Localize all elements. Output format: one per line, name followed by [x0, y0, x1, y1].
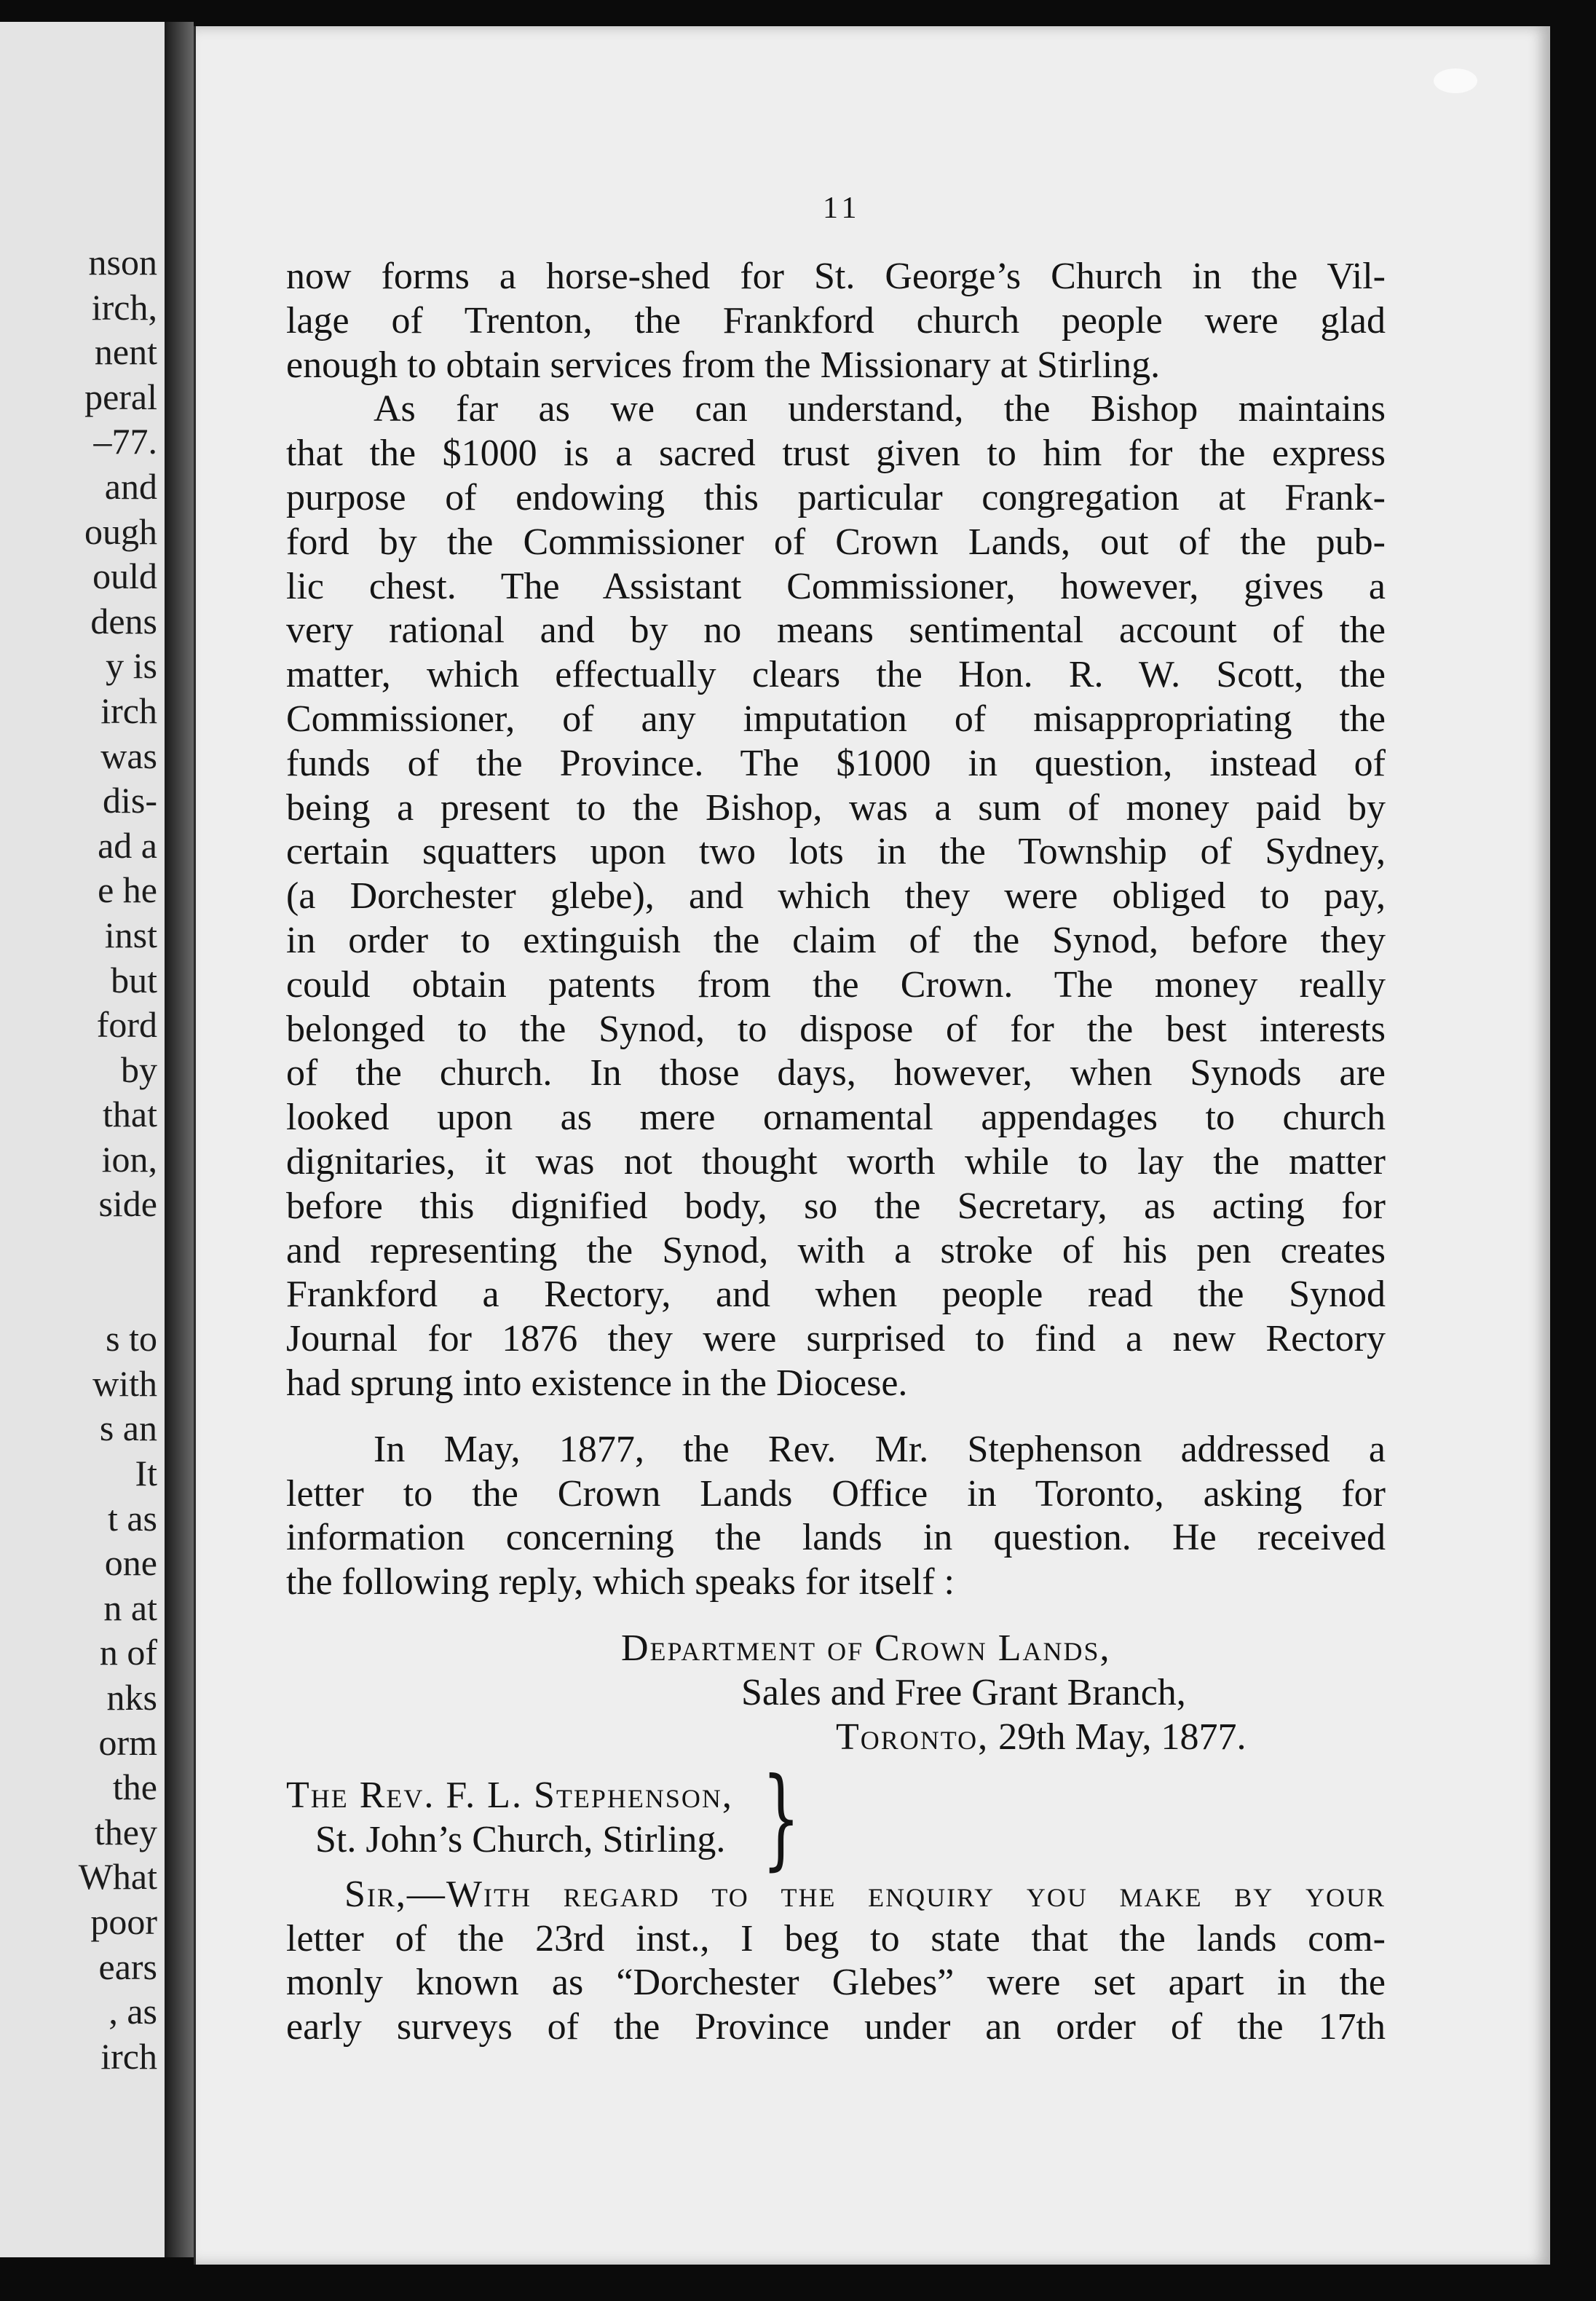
paper-blemish [1434, 68, 1477, 93]
text-line: Frankford a Rectory, and when people read the Synod [286, 1274, 1386, 1316]
left-page-fragment: with [92, 1362, 157, 1404]
paragraph-gap [286, 1406, 1386, 1428]
text-line: Commissioner, of any imputation of misappropriating the [286, 698, 1386, 740]
text-line: lage of Trenton, the Frankford church people were glad [286, 299, 1386, 342]
left-page-fragment: irch, [91, 286, 157, 328]
left-page-fragment: by [121, 1049, 157, 1090]
left-page-fragment: nent [94, 331, 157, 373]
text-line: certain squatters upon two lots in the Township of Sydney, [286, 831, 1386, 873]
page-body-text [286, 255, 1386, 2050]
left-page-fragment: ad a [98, 824, 157, 866]
paragraph-3 [286, 1428, 1386, 1605]
left-page-fragment: and [104, 465, 157, 507]
left-page-fragment: It [135, 1453, 157, 1494]
left-page-fragment: n at [103, 1587, 157, 1628]
left-page-fragment: e he [98, 869, 157, 911]
letter-body [286, 1873, 1386, 2050]
left-page-fragment: orm [98, 1721, 157, 1763]
text-line: could obtain patents from the Crown. The money really [286, 963, 1386, 1006]
left-page-fragment: s an [99, 1408, 157, 1449]
letter-heading-branch: Sales and Free Grant Branch, [741, 1671, 1186, 1713]
left-page-fragment: the [112, 1767, 157, 1808]
text-line: had sprung into existence in the Diocese. [286, 1362, 908, 1404]
text-line: being a present to the Bishop, was a sum of money paid by [286, 786, 1386, 829]
text-line: dignitaries, it was not thought worth while to lay the matter [286, 1140, 1386, 1183]
letter-heading [286, 1627, 1386, 1759]
left-page-fragment: that [103, 1094, 157, 1135]
text-line: Journal for 1876 they were surprised to find a new Rectory [286, 1318, 1386, 1360]
left-page-fragment: t as [107, 1497, 157, 1539]
left-page-fragment: dens [90, 600, 157, 642]
text-line: that the $1000 is a sacred trust given to him for the express [286, 433, 1386, 475]
text-line [286, 1873, 1386, 1917]
text-line: early surveys of the Province under an order of the 17th [286, 2006, 1386, 2048]
left-page-fragment: nks [106, 1677, 157, 1718]
text-line: looked upon as mere ornamental appendages to church [286, 1097, 1386, 1139]
letter-heading-place-date [286, 1716, 1386, 1760]
left-page-fragment: but [111, 959, 157, 1000]
left-page-fragment: they [94, 1811, 157, 1852]
left-page-fragment: n of [99, 1632, 157, 1673]
left-page-fragment: –77. [93, 421, 157, 462]
left-page-fragment: ears [98, 1946, 157, 1987]
left-page-fragment [79, 1272, 157, 1317]
left-page-fragment: dis- [103, 780, 157, 821]
left-page-fragment: ould [92, 556, 157, 597]
left-page-fragment: ion, [101, 1138, 157, 1180]
text-line: lic chest. The Assistant Commissioner, however, gives a [286, 565, 1386, 607]
left-facing-page [0, 22, 167, 2257]
text-line: now forms a horse-shed for St. George’s Church in the Vil- [286, 256, 1386, 297]
text-line: the following reply, which speaks for itself : [286, 1561, 955, 1603]
text-line: matter, which effectually clears the Hon. R. W. Scott, the [286, 654, 1386, 696]
left-page-fragment: ford [96, 1004, 157, 1046]
paragraph-1 [286, 255, 1386, 387]
text-line: ford by the Commissioner of Crown Lands, out of the pub- [286, 521, 1386, 563]
text-line: funds of the Province. The $1000 in question, instead of [286, 742, 1386, 784]
left-page-fragment: was [100, 735, 157, 776]
left-page-fragment: one [104, 1542, 157, 1584]
addressee-church: St. John’s Church, Stirling. [315, 1819, 726, 1861]
book-gutter [165, 22, 194, 2257]
left-page-fragment: nson [88, 242, 157, 283]
left-page-fragment: , as [108, 1991, 157, 2032]
text-line: and representing the Synod, with a stroke of his pen creates [286, 1229, 1386, 1271]
text-line: information concerning the lands in question. He received [286, 1517, 1386, 1559]
text-line: letter of the 23rd inst., I beg to state that the lands com- [286, 1917, 1386, 1959]
left-page-fragment: s to [106, 1318, 157, 1359]
text-line: As far as we can understand, the Bishop maintains [374, 388, 1386, 430]
text-line: belonged to the Synod, to dispose of for the best interests [286, 1008, 1386, 1050]
text-line: In May, 1877, the Rev. Mr. Stephenson addressed a [374, 1428, 1386, 1470]
text-line: very rational and by no means sentimental account of the [286, 609, 1386, 652]
letter-addressee [286, 1755, 1386, 1882]
text-line: monly known as “Dorchester Glebes” were set apart in the [286, 1962, 1386, 2004]
left-page-fragment: inst [104, 914, 157, 955]
letter-date: 29th May, 1877. [998, 1716, 1247, 1758]
left-page-fragment: peral [84, 376, 157, 417]
text-line: (a Dorchester glebe), and which they were obliged to pay, [286, 875, 1386, 917]
addressee-lines [286, 1774, 733, 1863]
addressee-name: The Rev. F. L. Stephenson, [286, 1775, 733, 1817]
left-page-fragment: What [78, 1856, 157, 1898]
text-line: letter to the Crown Lands Office in Toronto, asking for [286, 1472, 1386, 1515]
text-line: of the church. In those days, however, when Synods are [286, 1052, 1386, 1094]
left-page-fragment: irch [100, 690, 157, 731]
left-page-fragment: side [98, 1183, 157, 1225]
left-page-fragment: poor [90, 1901, 157, 1942]
left-page-fragment: irch [100, 2035, 157, 2077]
left-page-fragment: ough [84, 510, 157, 552]
text-line: purpose of endowing this particular congregation at Frank- [286, 476, 1386, 518]
left-page-text-fragments [79, 240, 157, 2079]
left-page-fragment: y is [106, 645, 157, 687]
text-line: before this dignified body, so the Secretary, as acting for [286, 1185, 1386, 1227]
text-line: in order to extinguish the claim of the Synod, before they [286, 919, 1386, 961]
text-line: enough to obtain services from the Missionary at Stirling. [286, 344, 1161, 386]
page-number: 11 [823, 192, 861, 225]
paragraph-2 [286, 387, 1386, 1405]
addressee-brace: } [762, 1755, 800, 1882]
letter-place: Toronto, [836, 1716, 989, 1758]
letter-heading-department: Department of Crown Lands, [621, 1627, 1111, 1669]
paragraph-gap [286, 1605, 1386, 1627]
left-page-fragment [79, 1227, 157, 1272]
letter-body-line: Sir,—With regard to the enquiry you make by your [344, 1873, 1386, 1915]
